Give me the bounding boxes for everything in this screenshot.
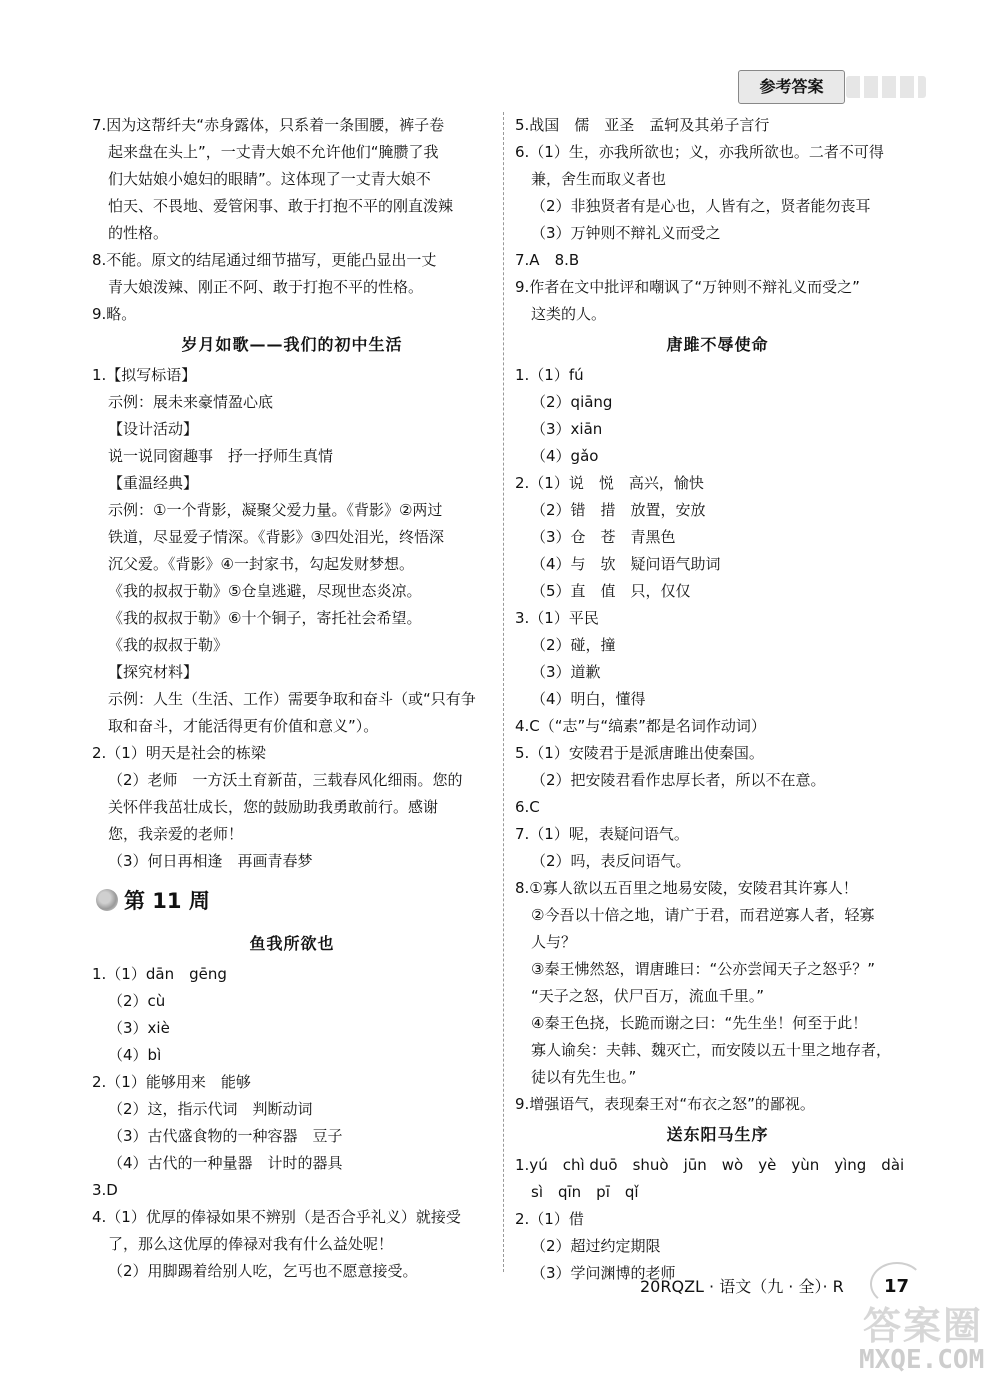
- week-badge-icon: [96, 889, 118, 911]
- section-title: 唐雎不辱使命: [666, 335, 769, 354]
- week-heading: [92, 875, 492, 927]
- answer-line-continued: （4）古代的一种量器 计时的器具: [108, 1154, 343, 1172]
- answer-line: 6.C: [515, 798, 540, 816]
- column-divider: [503, 112, 504, 1272]
- answer-line-continued: 兼，舍生而取义者也: [531, 170, 667, 188]
- answer-line: 7.（1）呢，表疑问语气。: [515, 825, 689, 843]
- answer-line-continued: （3）仓 苍 青黑色: [531, 528, 676, 546]
- answer-line-continued: 寡人谕矣：夫韩、魏灭亡，而安陵以五十里之地存者，: [531, 1041, 892, 1059]
- answer-line-continued: （2）碰，撞: [531, 636, 616, 654]
- answer-line-continued: （2）吗，表反问语气。: [531, 852, 691, 870]
- answer-line-continued: 说一说同窗趣事 抒一抒师生真情: [108, 447, 334, 465]
- week-heading-text: 第 11 周: [124, 889, 210, 913]
- answer-line-continued: 示例：人生（生活、工作）需要争取和奋斗（或“只有争: [108, 690, 476, 708]
- answer-line-continued: 铁道，尽显爱子情深。《背影》③四处泪光，终悟深: [108, 528, 444, 546]
- answer-line-continued: （3）何日再相逢 再画青春梦: [108, 852, 313, 870]
- answer-line-continued: 徒以有先生也。”: [531, 1068, 637, 1086]
- answer-line-continued: （3）xiān: [531, 420, 603, 438]
- watermark-logo: [855, 1295, 995, 1387]
- answer-line-continued: 的性格。: [108, 224, 169, 242]
- page-footer: [640, 1272, 910, 1302]
- answer-line: 1.（1）dān gēng: [92, 965, 227, 983]
- answer-line: 9.作者在文中批评和嘲讽了“万钟则不辩礼义而受之”: [515, 278, 860, 296]
- answer-line-continued: 了，那么这优厚的俸禄对我有什么益处呢！: [108, 1235, 394, 1253]
- answer-line-continued: （2）错 措 放置，安放: [531, 501, 706, 519]
- answer-line: 5.战国 儒 亚圣 孟轲及其弟子言行: [515, 116, 770, 134]
- answer-line-continued: 示例：①一个背影，凝聚父爱力量。《背影》②两过: [108, 501, 443, 519]
- page-number: 17: [884, 1276, 910, 1297]
- answer-line: 9.增强语气，表现秦王对“布衣之怒”的鄙视。: [515, 1095, 815, 1113]
- answer-line: 4.（1）优厚的俸禄如果不辨别（是否合乎礼义）就接受: [92, 1208, 461, 1226]
- answer-line-continued: （2）把安陵君看作忠厚长者，所以不在意。: [531, 771, 826, 789]
- answer-key-label: 参考答案: [738, 70, 845, 104]
- decorative-stripes: [846, 76, 926, 98]
- answer-line-continued: 您，我亲爱的老师！: [108, 825, 244, 843]
- answer-line-continued: （3）万钟则不辩礼义而受之: [531, 224, 721, 242]
- answer-line: 1.【拟写标语】: [92, 366, 197, 384]
- answer-line-continued: “天子之怒，伏尸百万，流血千里。”: [531, 987, 765, 1005]
- answer-line-continued: 《我的叔叔于勒》: [108, 636, 229, 654]
- answer-line: 2.（1）说 悦 高兴，愉快: [515, 474, 704, 492]
- watermark-text: 答案圈: [863, 1304, 984, 1348]
- answer-line-continued: 怕天、不畏地、爱管闲事、敢于打抱不平的刚直泼辣: [108, 197, 454, 215]
- section-tag: [738, 70, 933, 104]
- answer-line-continued: 《我的叔叔于勒》⑤仓皇逃避，尽现世态炎凉。: [108, 582, 422, 600]
- answer-line-continued: 【重温经典】: [108, 474, 199, 492]
- answer-line-continued: （2）cù: [108, 992, 166, 1010]
- answer-line-continued: （4）gǎo: [531, 447, 599, 465]
- answer-line-continued: sì qīn pī qǐ: [531, 1183, 639, 1201]
- answer-line: 8.不能。原文的结尾通过细节描写，更能凸显出一丈: [92, 251, 437, 269]
- answer-line: 9.略。: [92, 305, 137, 323]
- answer-line: 2.（1）明天是社会的栋梁: [92, 744, 266, 762]
- answer-line-continued: （4）明白，懂得: [531, 690, 646, 708]
- answer-line: 2.（1）借: [515, 1210, 584, 1228]
- answer-line-continued: （2）非独贤者有是心也，人皆有之，贤者能勿丧耳: [531, 197, 871, 215]
- answer-line-continued: 沉父爱。《背影》④一封家书，勾起发财梦想。: [108, 555, 414, 573]
- answer-line: 5.（1）安陵君于是派唐雎出使秦国。: [515, 744, 764, 762]
- answer-line-continued: （4）与 欤 疑问语气助词: [531, 555, 721, 573]
- answer-line-continued: 【探究材料】: [108, 663, 199, 681]
- answer-line: 3.（1）平民: [515, 609, 599, 627]
- answer-line-continued: ④秦王色挠，长跪而谢之曰：“先生坐！何至于此！: [531, 1014, 868, 1032]
- answer-line-continued: （4）bì: [108, 1046, 162, 1064]
- answer-line: 2.（1）能够用来 能够: [92, 1073, 251, 1091]
- answer-line-continued: （2）老师 一方沃土育新苗，三载春风化细雨。您的: [108, 771, 463, 789]
- answer-line-continued: 取和奋斗，才能活得更有价值和意义”）。: [108, 717, 379, 735]
- answer-line-continued: 关怀伴我茁壮成长，您的鼓励助我勇敢前行。感谢: [108, 798, 439, 816]
- answer-line-continued: 这类的人。: [531, 305, 607, 323]
- answer-line: 1.（1）fú: [515, 366, 584, 384]
- answer-line-continued: （3）道歉: [531, 663, 601, 681]
- answer-line-continued: ③秦王怫然怒，谓唐雎曰：“公亦尝闻天子之怒乎？”: [531, 960, 875, 978]
- answer-line-continued: 示例：展未来豪情盈心底: [108, 393, 274, 411]
- answer-line-continued: 【设计活动】: [108, 420, 199, 438]
- section-title: 岁月如歌——我们的初中生活: [181, 335, 403, 354]
- answer-line-continued: （3）xiè: [108, 1019, 170, 1037]
- answer-line-continued: 起来盘在头上”，一丈青大娘不允许他们“腌臜了我: [108, 143, 439, 161]
- section-title: 鱼我所欲也: [249, 934, 335, 953]
- book-code: 20RQZL · 语文（九 · 全）· R: [640, 1277, 844, 1296]
- answer-line: 8.①寡人欲以五百里之地易安陵，安陵君其许寡人！: [515, 879, 858, 897]
- answer-line: 3.D: [92, 1181, 118, 1199]
- section-title: 送东阳马生序: [666, 1125, 769, 1144]
- answer-line-continued: （2）qiāng: [531, 393, 613, 411]
- answer-line-continued: （3）学问渊博的老师: [531, 1264, 676, 1282]
- answer-line-continued: 人与？: [531, 933, 577, 951]
- left-column: [92, 112, 492, 1285]
- answer-line-continued: 《我的叔叔于勒》⑥十个铜子，寄托社会希望。: [108, 609, 422, 627]
- answer-line-continued: （2）超过约定期限: [531, 1237, 661, 1255]
- answer-line: 6.（1）生，亦我所欲也；义，亦我所欲也。二者不可得: [515, 143, 884, 161]
- answer-line-continued: 青大娘泼辣、刚正不阿、敢于打抱不平的性格。: [108, 278, 424, 296]
- answer-line-continued: （5）直 值 只，仅仅: [531, 582, 691, 600]
- answer-line: 7.A 8.B: [515, 251, 580, 269]
- answer-line-continued: 们大姑娘小媳妇的眼睛”。这体现了一丈青大娘不: [108, 170, 431, 188]
- answer-line-continued: （2）这，指示代词 判断动词: [108, 1100, 313, 1118]
- right-column: [515, 112, 920, 1287]
- answer-line: 7.因为这帮纤夫“赤身露体，只系着一条围腰，裤子卷: [92, 116, 445, 134]
- answer-line-continued: ②今吾以十倍之地，请广于君，而君逆寡人者，轻寡: [531, 906, 875, 924]
- answer-line-continued: （3）古代盛食物的一种容器 豆子: [108, 1127, 343, 1145]
- answer-line: 1.yú chì duō shuò jūn wò yè yùn yìng dài: [515, 1156, 905, 1174]
- answer-line: 4.C（“志”与“缟素”都是名词作动词）: [515, 717, 766, 735]
- watermark-url: MXQE.COM: [859, 1345, 985, 1375]
- answer-line-continued: （2）用脚踢着给别人吃，乞丐也不愿意接受。: [108, 1262, 418, 1280]
